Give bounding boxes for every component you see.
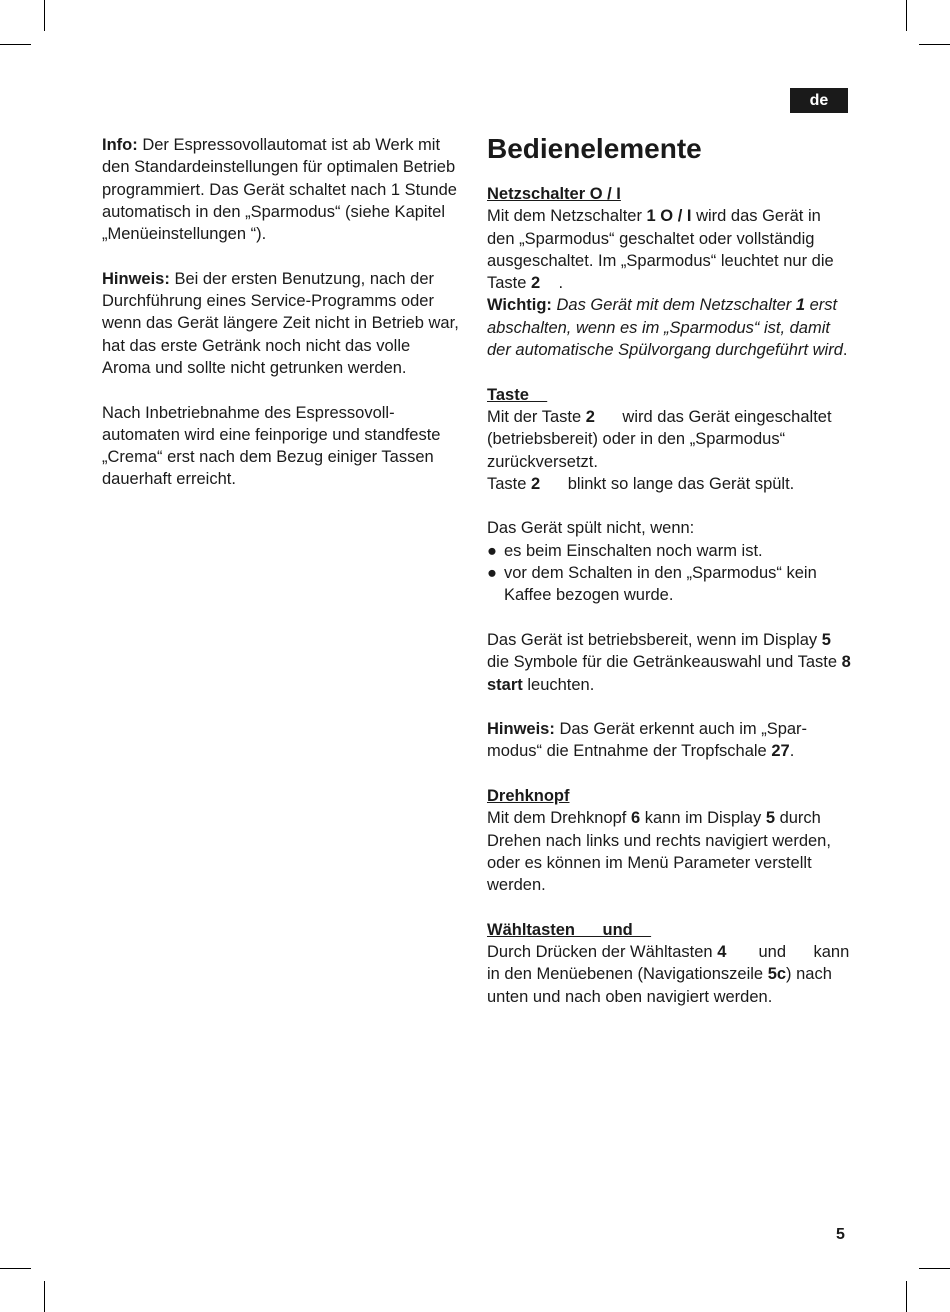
- crop-mark: [906, 0, 907, 31]
- list-item-text: vor dem Schalten in den „Sparmodus“ kein Kaffee bezogen wurde.: [504, 564, 817, 605]
- hinweis-text: Bei der ersten Benutzung, nach der Durchführung eines Service-Programms oder wenn das Gerät längere Zeit nicht in Betrieb war, hat das erste Getränk noch nicht das volle Aroma und sollte nicht getrunken werden.: [102, 269, 459, 377]
- text-run: Das Gerät erkennt auch im „Sparmodus“ die Entnahme der Tropfschale: [487, 720, 808, 761]
- text-run: die Symbole für die Getränkeauswahl und Taste: [487, 653, 842, 672]
- crop-mark: [44, 0, 45, 31]
- bullet-icon: ●: [487, 564, 497, 583]
- page-number: 5: [836, 1226, 845, 1243]
- ref-number: 27: [771, 742, 790, 761]
- hinweis-label: Hinweis:: [102, 269, 170, 288]
- ref-number: 1: [795, 296, 806, 315]
- wichtig-label: Wichtig:: [487, 296, 552, 315]
- text-run: Das Gerät ist betriebsbereit, wenn im Display: [487, 630, 822, 649]
- text-run: erst abschalten, wenn es im „Sparmodus“ ist, damit der automatische Spülvorgang durchgeführt wird: [487, 296, 843, 360]
- spuelt-intro: Das Gerät spült nicht, wenn:: [487, 519, 695, 538]
- crop-mark: [919, 44, 950, 45]
- nach-paragraph: Nach Inbetriebnahme des Espressovollautomaten wird eine feinporige und standfeste „Crema“ erst nach dem Bezug einiger Tassen dauerhaft erreicht.: [102, 403, 441, 489]
- info-text: Der Espressovollautomat ist ab Werk mit den Standardeinstellungen für optimalen Betrieb programmiert. Das Gerät schaltet nach 1 Stunde automatisch in den „Sparmodus“ (siehe Kapitel „Menüeinstellungen “).: [102, 136, 457, 244]
- taste-section: [487, 384, 852, 495]
- drehknopf-heading: Drehknopf: [487, 787, 570, 806]
- spuelt-section: [487, 517, 852, 606]
- ref-number: 6: [630, 809, 641, 828]
- ref-number: 5: [765, 809, 775, 828]
- info-label: Info:: [102, 136, 138, 154]
- crop-mark: [906, 1281, 907, 1312]
- drehknopf-text: [487, 807, 852, 896]
- crop-mark: [0, 1268, 31, 1269]
- text-run: durch Drehen nach links und rechts navigiert werden, oder es können im Menü Parameter verstellt werden.: [487, 809, 831, 895]
- text-run: leuchten.: [522, 675, 595, 694]
- section-title: Bedienelemente: [487, 133, 702, 164]
- ref-number: 2: [585, 407, 595, 426]
- ref-number: 4: [717, 943, 727, 962]
- info-paragraph: [102, 134, 462, 245]
- waehltasten-heading: Wähltasten und: [487, 920, 652, 939]
- text-run: .: [842, 341, 848, 360]
- hinweis2-text: [487, 718, 852, 763]
- wichtig-text: [487, 294, 852, 361]
- ref-number: 5c: [767, 965, 787, 984]
- right-column: [487, 134, 852, 1008]
- left-column: [102, 134, 462, 491]
- text-run: und kann in den Menüebenen (Navigationszeile: [487, 943, 854, 984]
- bullet-icon: ●: [487, 541, 497, 560]
- list-item: [487, 562, 852, 607]
- text-run: blinkt so lange das Gerät spült.: [540, 474, 795, 493]
- netzschalter-section: [487, 183, 852, 361]
- text-run: Durch Drücken der Wähltasten: [487, 943, 718, 962]
- drehknopf-section: [487, 785, 852, 896]
- text-run: .: [789, 742, 795, 761]
- betriebsbereit-text: [487, 629, 852, 696]
- spuelt-list: [487, 540, 852, 607]
- waehltasten-text: [487, 941, 852, 1008]
- ref-number: 8 start: [487, 653, 851, 694]
- text-run: Mit dem Drehknopf: [487, 809, 631, 828]
- taste-heading: Taste: [487, 385, 548, 404]
- netzschalter-text: [487, 205, 852, 294]
- ref-number: 2: [531, 474, 541, 493]
- text-run: Das Gerät mit dem Netzschalter: [551, 296, 796, 315]
- list-item: [487, 540, 852, 562]
- text-run: kann im Display: [640, 809, 766, 828]
- text-run: Mit dem Netzschalter: [487, 207, 647, 226]
- text-run: ) nach unten und nach oben navigiert werden.: [487, 965, 832, 1006]
- ref-number: 5: [821, 630, 831, 649]
- language-tab: de: [790, 88, 848, 113]
- text-run: .: [540, 274, 564, 293]
- taste-text: [487, 406, 852, 473]
- hinweis-label: Hinweis:: [487, 720, 555, 739]
- text-run: wird das Gerät eingeschaltet (betriebsbereit) oder in den „Sparmodus“ zurückversetzt.: [487, 407, 837, 471]
- text-run: Taste: [487, 474, 532, 493]
- netzschalter-heading: Netzschalter O / I: [487, 185, 621, 203]
- ref-number: 2: [531, 274, 541, 293]
- taste-blink-text: [487, 473, 852, 495]
- text-run: wird das Gerät in den „Sparmodus“ geschaltet oder vollständig ausgeschaltet. Im „Sparmodus“ leuchtet nur die Taste: [487, 207, 834, 293]
- crop-mark: [919, 1268, 950, 1269]
- crop-mark: [44, 1281, 45, 1312]
- crop-mark: [0, 44, 31, 45]
- text-run: Mit der Taste: [487, 407, 586, 426]
- list-item-text: es beim Einschalten noch warm ist.: [504, 541, 763, 560]
- ref-number: 1 O / I: [646, 207, 692, 226]
- waehltasten-section: [487, 919, 852, 1008]
- hinweis-paragraph: [102, 268, 462, 379]
